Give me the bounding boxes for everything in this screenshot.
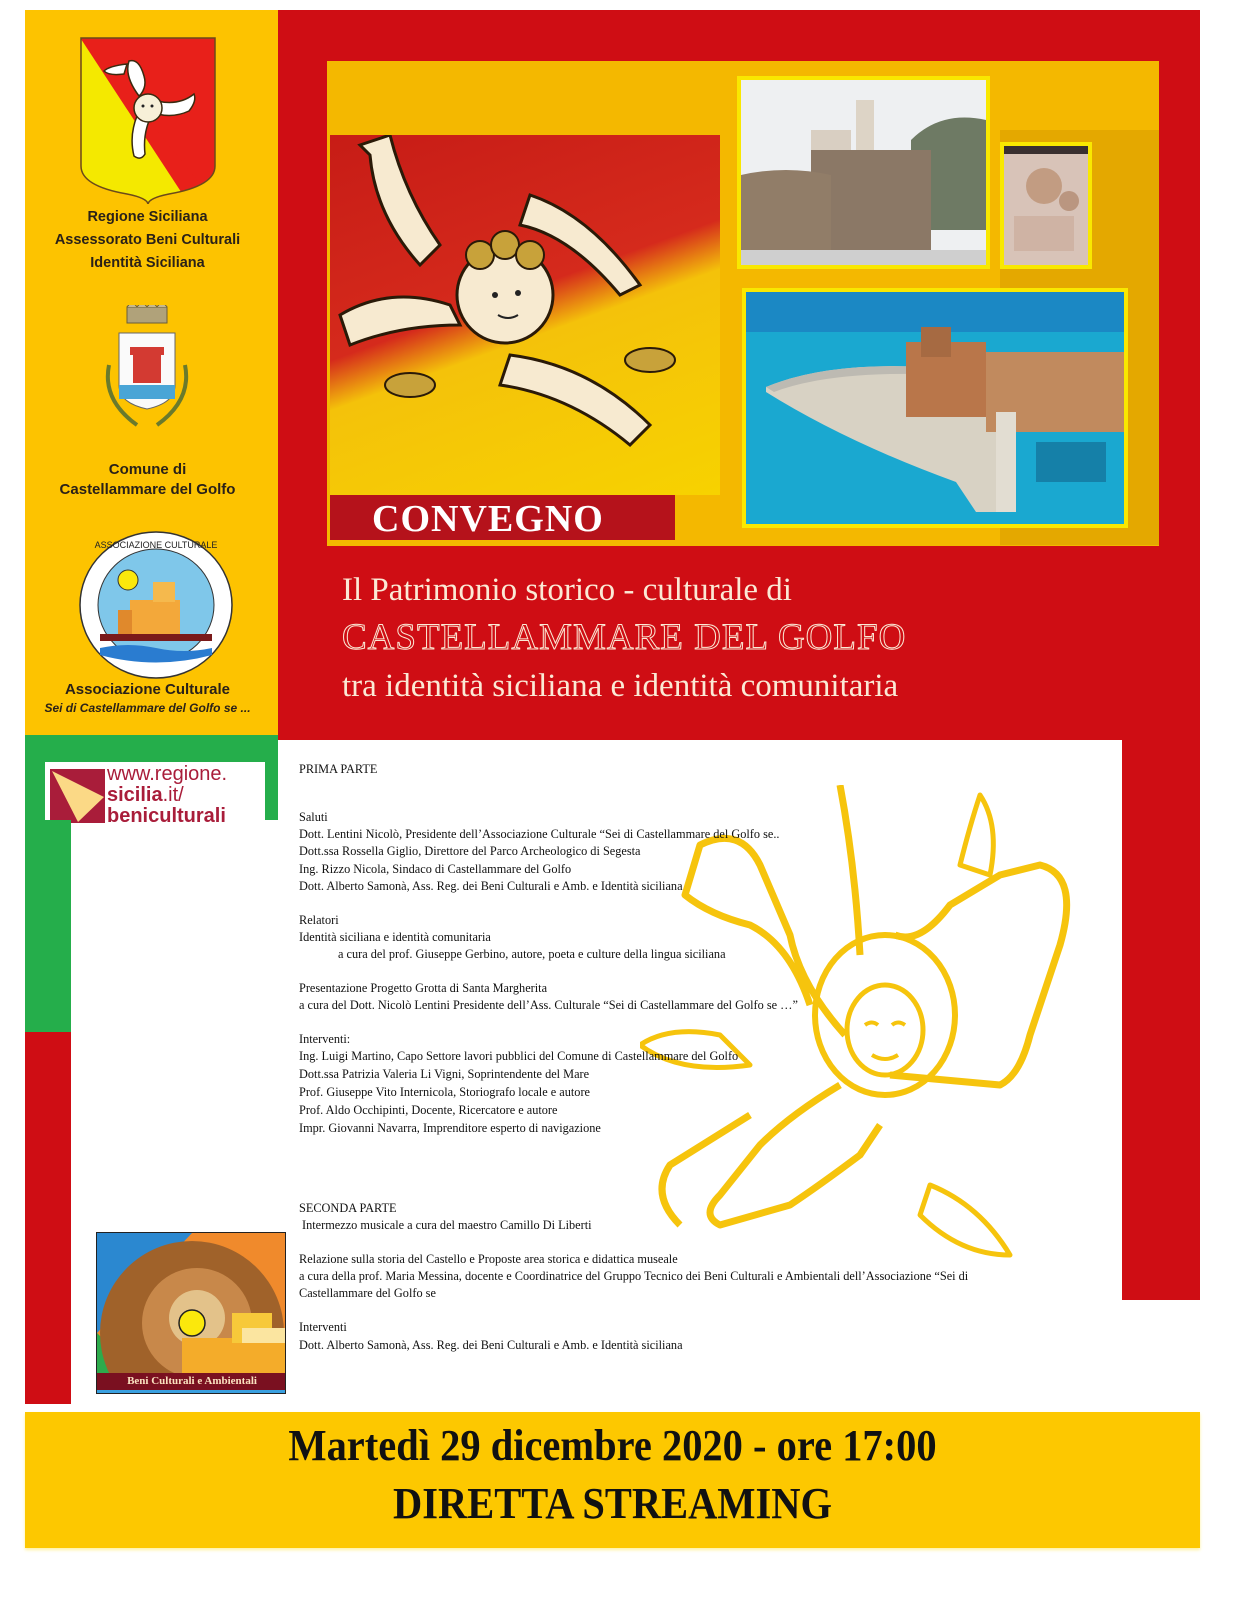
event-date-banner	[25, 1412, 1200, 1548]
association-label	[25, 680, 270, 716]
beni-culturali-logo-icon	[96, 1232, 286, 1394]
tricolor-red-strip	[25, 1032, 71, 1404]
presentazione-title: Presentazione Progetto Grotta di Santa Margherita	[299, 981, 548, 995]
relazione-speaker-cont: Castellammare del Golfo se	[299, 1286, 436, 1300]
fresco-photo	[1000, 142, 1092, 269]
interventi-heading: Interventi:	[299, 1032, 351, 1046]
comune-prefix: Comune di	[108, 461, 187, 478]
event-date: Martedì 29 dicembre 2020 - ore 17:00	[288, 1421, 937, 1470]
relazione-speaker: a cura della prof. Maria Messina, docente e Coordinatrice del Gruppo Tecnico dei Beni Culturali e Ambientali dell’Associazione “Sei di	[299, 1269, 969, 1283]
castle-photo	[737, 76, 990, 269]
relatori-topic: Identità siciliana e identità comunitaria	[299, 930, 491, 944]
harbor-aerial-photo	[742, 288, 1128, 528]
seconda-parte-heading: SECONDA PARTE	[299, 1201, 397, 1215]
sicilian-flag-image	[330, 135, 720, 495]
interventi-item: Ing. Luigi Martino, Capo Settore lavori pubblici del Comune di Castellammare del Golfo	[299, 1049, 739, 1063]
comune-label	[25, 460, 270, 500]
convegno-banner	[330, 495, 675, 540]
region-department: Assessorato Beni Culturali	[54, 232, 241, 248]
right-red-border	[1122, 740, 1200, 1300]
trinacria-watermark-icon	[640, 785, 1120, 1275]
streaming-label: DIRETTA STREAMING	[392, 1479, 832, 1528]
website-line-3: beniculturali	[107, 805, 226, 827]
event-title-line-1: Il Patrimonio storico - culturale di	[342, 572, 792, 608]
convegno-label: CONVEGNO	[372, 498, 604, 540]
svg-text:ASSOCIAZIONE CULTURALE: ASSOCIAZIONE CULTURALE	[94, 540, 218, 550]
beni-culturali-caption: Beni Culturali e Ambientali	[97, 1373, 286, 1390]
relatori-speaker: a cura del prof. Giuseppe Gerbino, autore, poeta e culture della lingua siciliana	[338, 947, 726, 961]
event-title-city: CASTELLAMMARE DEL GOLFO	[342, 617, 907, 658]
municipal-crest-icon	[97, 305, 197, 440]
interventi-item-2: Dott. Alberto Samonà, Ass. Reg. dei Beni Culturali e Amb. e Identità siciliana	[299, 1338, 683, 1352]
event-title-line-3: tra identità siciliana e identità comunitaria	[342, 668, 899, 704]
interventi-item: Prof. Aldo Occhipinti, Docente, Ricercatore e autore	[299, 1103, 558, 1117]
relatori-heading: Relatori	[299, 913, 339, 927]
website-line-2-bold: sicilia	[107, 784, 163, 806]
interventi-item: Dott.ssa Patrizia Valeria Li Vigni, Soprintendente del Mare	[299, 1067, 590, 1081]
region-identity: Identità Siciliana	[90, 255, 205, 271]
interventi-item: Impr. Giovanni Navarra, Imprenditore esperto di navigazione	[299, 1121, 601, 1135]
intermezzo-item: Intermezzo musicale a cura del maestro Camillo Di Liberti	[302, 1218, 592, 1232]
saluti-item: Dott. Lentini Nicolò, Presidente dell’Associazione Culturale “Sei di Castellammare del Golfo se..	[299, 827, 780, 841]
region-label	[25, 206, 270, 275]
association-name: Associazione Culturale	[64, 681, 231, 698]
saluti-item: Dott. Alberto Samonà, Ass. Reg. dei Beni Culturali e Amb. e Identità siciliana	[299, 879, 683, 893]
trinacria-coat-of-arms-icon	[79, 36, 217, 204]
relazione-title: Relazione sulla storia del Castello e Proposte area storica e didattica museale	[299, 1252, 678, 1266]
saluti-heading: Saluti	[299, 810, 328, 824]
comune-name: Castellammare del Golfo	[59, 481, 236, 498]
association-badge-icon	[78, 530, 234, 680]
region-name: Regione Siciliana	[87, 209, 208, 225]
website-line-2-rest: .it/	[162, 784, 184, 806]
interventi-heading-2: Interventi	[299, 1320, 347, 1334]
tricolor-green-strip	[25, 820, 71, 1032]
website-link[interactable]	[45, 762, 265, 830]
sicily-triangle-icon	[50, 769, 105, 823]
prima-parte-heading: PRIMA PARTE	[299, 762, 378, 776]
presentazione-speaker: a cura del Dott. Nicolò Lentini Presidente dell’Ass. Culturale “Sei di Castellammare del Golfo se …”	[299, 998, 798, 1012]
saluti-item: Dott.ssa Rossella Giglio, Direttore del Parco Archeologico di Segesta	[299, 844, 641, 858]
saluti-item: Ing. Rizzo Nicola, Sindaco di Castellammare del Golfo	[299, 862, 572, 876]
interventi-item: Prof. Giuseppe Vito Internicola, Storiografo locale e autore	[299, 1085, 590, 1099]
association-motto: Sei di Castellammare del Golfo se ...	[44, 701, 251, 715]
website-line-1: www.regione.	[107, 763, 228, 785]
